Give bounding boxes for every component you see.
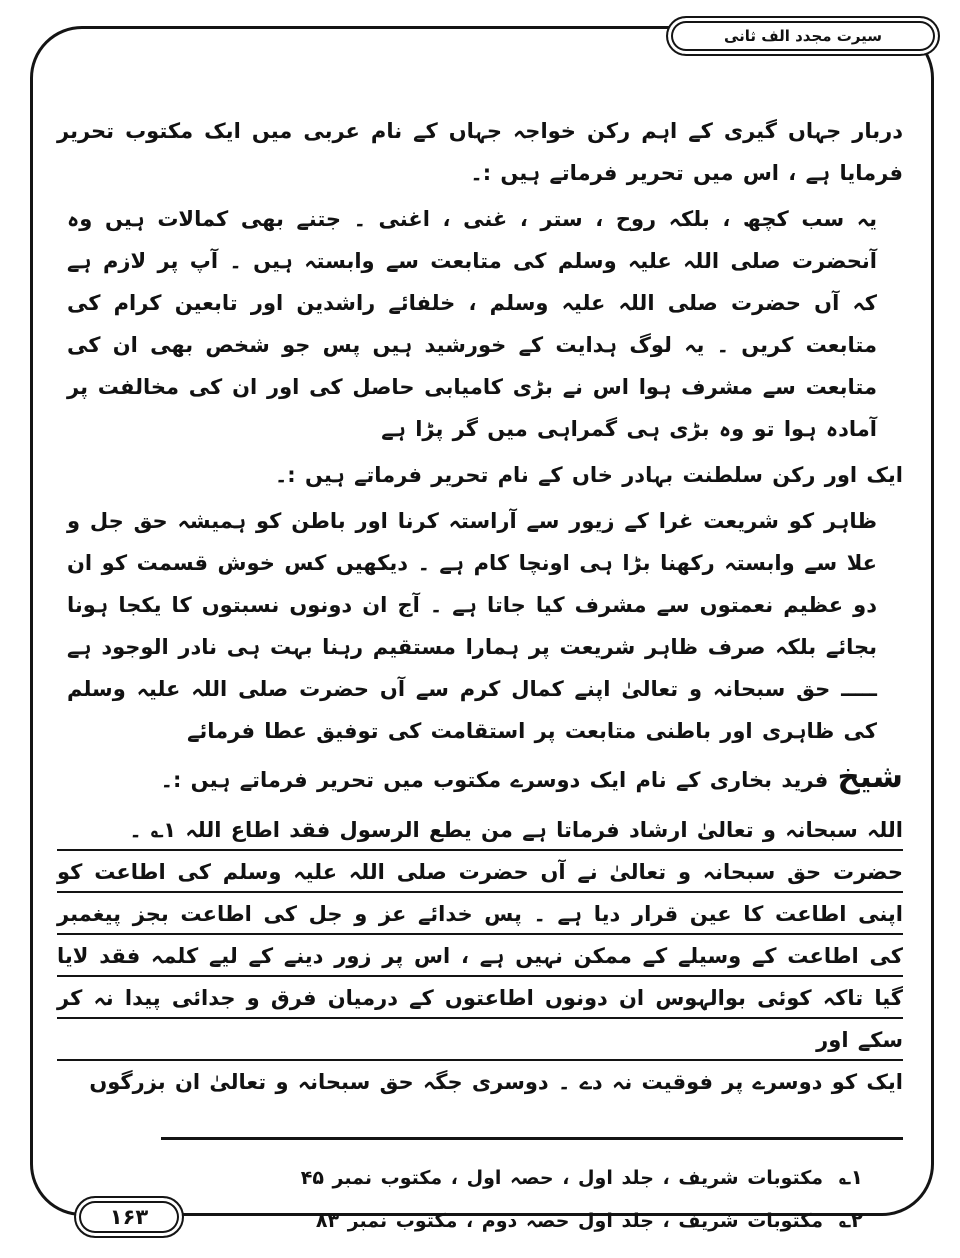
paragraph-intro-2: ایک اور رکن سلطنت بہادر خاں کے نام تحریر فرماتے ہیں :۔ xyxy=(275,463,903,487)
quote-block-1: یہ سب کچھ ، بلکہ روح ، ستر ، غنی ، اغنی ۔ جتنے بھی کمالات ہیں وہ آنحضرت صلی اللہ علیہ وسلم کی متابعت سے وابستہ ہیں ۔ آپ پر لازم ہے کہ آں حضرت صلی اللہ علیہ وسلم ، خلفائے راشدین اور تابعین کرام کی متابعت کریں ۔ یہ لوگ ہدایت کے خورشید ہیں پس جو شخص بھی ان کی متابعت سے مشرف ہوا اس نے بڑی کامیابی حاصل کی اور ان کی مخالفت پر آمادہ ہوا تو وہ بڑی ہی گمراہی میں گر پڑا ہے xyxy=(67,207,877,441)
footnote-1-text: مکتوبات شریف ، جلد اول ، حصہ اول ، مکتوب نمبر ۴۵ xyxy=(300,1167,824,1189)
quote-block-2: ظاہر کو شریعت غرا کے زیور سے آراستہ کرنا اور باطن کو ہمیشہ حق جل و علا سے وابستہ رکھنا بڑا ہی اونچا کام ہے ۔ دیکھیں کس خوش قسمت کو ان دو عظیم نعمتوں سے مشرف کیا جاتا ہے ۔ آج ان دونوں نسبتوں کا یکجا ہونا بجائے بلکہ صرف ظاہر شریعت پر ہمارا مستقیم رہنا بہت ہی نادر الوجود ہے ـــــ حق سبحانہ و تعالیٰ اپنے کمال کرم سے آں حضرت صلی اللہ علیہ وسلم کی ظاہری اور باطنی متابعت پر استقامت کی توفیق عطا فرمائے xyxy=(67,509,877,743)
paragraph-intro-1: دربار جہاں گیری کے اہم رکن خواجہ جہاں کے نام عربی میں ایک مکتوب تحریر فرمایا ہے ، اس میں تحریر فرماتے ہیں :۔ xyxy=(57,119,903,185)
footnote-2-marker: ۲؎ xyxy=(839,1208,863,1232)
footnote-1-marker: ۱؎ xyxy=(839,1165,863,1189)
emphasis-tail-line: ایک کو دوسرے پر فوقیت نہ دے ۔ دوسری جگہ حق سبحانہ و تعالیٰ ان بزرگوں xyxy=(89,1070,903,1094)
emphasized-passage xyxy=(57,809,903,1061)
arabic-quote-line: اللہ سبحانہ و تعالیٰ ارشاد فرماتا ہے من یطع الرسول فقد اطاع اللہ ۱؎ ۔ xyxy=(129,818,903,842)
page-number: ۱۶۳ xyxy=(109,1205,149,1229)
sheikh-lead-word: شیخ xyxy=(837,759,903,795)
footnote-2-text: مکتوبات شریف ، جلد اول حصہ دوم ، مکتوب نمبر ۸۳ xyxy=(315,1210,824,1232)
page-number-cartouche xyxy=(74,1196,184,1238)
paragraph-intro-3 xyxy=(57,756,903,801)
book-title: سیرت مجدد الف ثانی xyxy=(723,27,883,45)
intro-3-text: فرید بخاری کے نام ایک دوسرے مکتوب میں تحریر فرماتے ہیں :۔ xyxy=(160,768,838,792)
footnote-separator xyxy=(161,1137,903,1140)
page-content xyxy=(57,106,903,1242)
footnotes-block xyxy=(57,1156,903,1242)
header-cartouche xyxy=(666,16,940,56)
emphasis-text: حضرت حق سبحانہ و تعالیٰ نے آں حضرت صلی اللہ علیہ وسلم کی اطاعت کو اپنی اطاعت کا عین قرار دیا ہے ۔ پس خدائے عز و جل کی اطاعت بجز پیغمبر کی اطاعت کے وسیلے کے ممکن نہیں ہے ، اس پر زور دینے کے لیے کلمہ فقد لایا گیا تاکہ کوئی بوالہوس ان دونوں اطاعتوں کے درمیان فرق و جدائی پیدا نہ کر سکے اور xyxy=(57,860,903,1052)
footnote-1 xyxy=(57,1156,863,1199)
